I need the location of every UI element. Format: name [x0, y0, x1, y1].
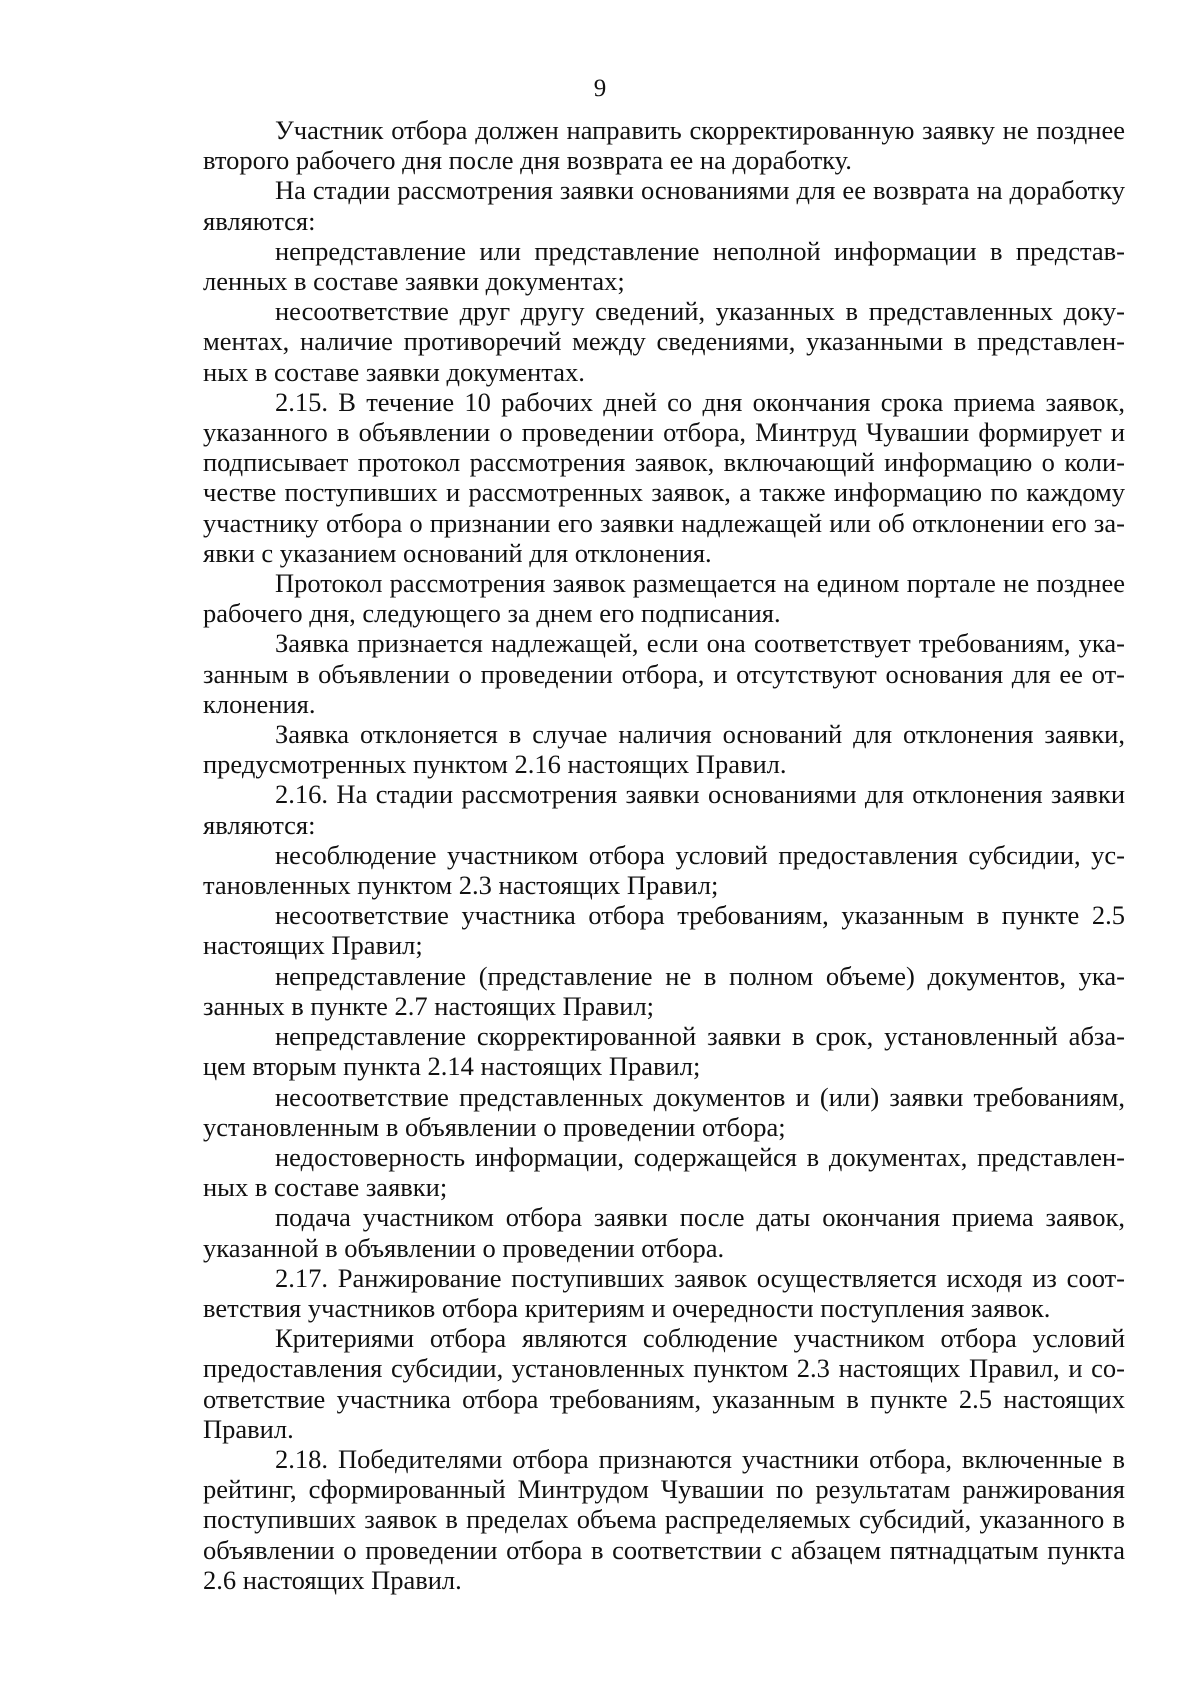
paragraph: непредставление или представление неполной информации в представленных в составе заявки документах;	[203, 235, 1125, 297]
paragraph: несоответствие представленных документов и (или) заявки требованиям, установленным в объявлении о проведении отбора;	[203, 1081, 1125, 1142]
paragraph: несоблюдение участником отбора условий предоставления субсидии, установленных пунктом 2.3 настоящих Правил;	[203, 839, 1125, 901]
paragraph: На стадии рассмотрения заявки основаниями для ее возврата на доработку являются:	[203, 175, 1125, 236]
paragraph: несоответствие участника отбора требованиям, указанным в пункте 2.5 настоящих Правил;	[203, 900, 1125, 961]
paragraph: 2.16. На стадии рассмотрения заявки основаниями для отклонения заявки являются:	[203, 779, 1125, 840]
page-number: 9	[593, 75, 607, 102]
paragraph: Заявка отклоняется в случае наличия оснований для отклонения заявки, предусмотренных пунктом 2.16 настоящих Правил.	[203, 719, 1125, 780]
paragraph: недостоверность информации, содержащейся в документах, представленных в составе заявки;	[203, 1141, 1125, 1203]
paragraph: 2.15. В течение 10 рабочих дней со дня окончания срока приема заявок, указанного в объявлении о проведении отбора, Минтруд Чувашии формирует и подписывает протокол рассмотрения заявок, включающий информацию о количестве поступивших и рассмотренных заявок, а также информацию по каждому участнику отбора о признании его заявки надлежащей или об отклонении его заявки с указанием оснований для отклонения.	[203, 386, 1125, 568]
paragraph: Заявка признается надлежащей, если она соответствует требованиям, указанным в объявлении о проведении отбора, и отсутствуют основания для ее отклонения.	[203, 628, 1125, 719]
paragraph: Критериями отбора являются соблюдение участником отбора условий предоставления субсидии, установленных пунктом 2.3 настоящих Правил, и соответствие участника отбора требованиям, указанным в пункте 2.5 настоящих Правил.	[203, 1323, 1125, 1444]
paragraph: 2.18. Победителями отбора признаются участники отбора, включенные в рейтинг, сформированный Минтрудом Чувашии по результатам ранжирования поступивших заявок в пределах объема распределяемых субсидий, указанного в объявлении о проведении отбора в соответствии с абзацем пятнадцатым пункта 2.6 настоящих Правил.	[203, 1443, 1125, 1595]
paragraph: Участник отбора должен направить скорректированную заявку не позднее второго рабочего дня после дня возврата ее на доработку.	[203, 115, 1125, 176]
paragraph: непредставление скорректированной заявки в срок, установленный абзацем вторым пункта 2.14 настоящих Правил;	[203, 1021, 1125, 1082]
paragraph: непредставление (представление не в полном объеме) документов, указанных в пункте 2.7 настоящих Правил;	[203, 960, 1125, 1021]
paragraph: Протокол рассмотрения заявок размещается на едином портале не позднее рабочего дня, следующего за днем его подписания.	[203, 568, 1125, 629]
paragraph: 2.17. Ранжирование поступивших заявок осуществляется исходя из соответствия участников отбора критериям и очередности поступления заявок.	[203, 1262, 1125, 1323]
paragraph: подача участником отбора заявки после даты окончания приема заявок, указанной в объявлении о проведении отбора.	[203, 1202, 1125, 1263]
document-body	[203, 115, 1125, 1595]
paragraph: несоответствие друг другу сведений, указанных в представленных документах, наличие противоречий между сведениями, указанными в представленных в составе заявки документах.	[203, 296, 1125, 387]
